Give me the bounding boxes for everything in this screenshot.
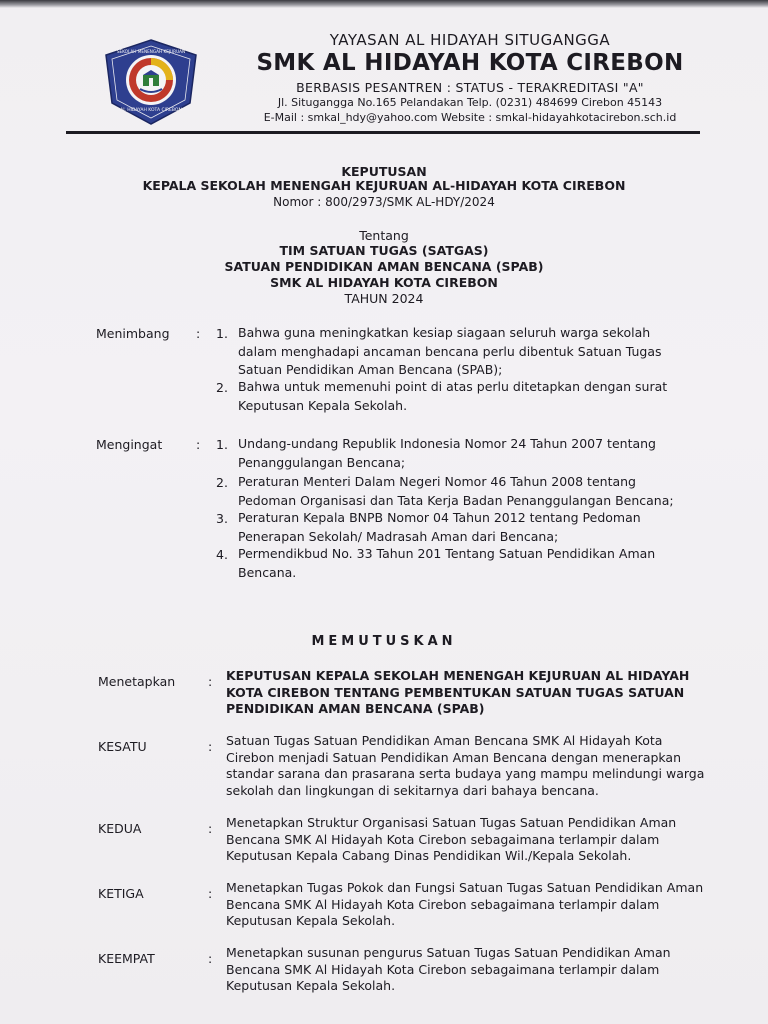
text-line: KEPUTUSAN KEPALA SEKOLAH MENENGAH KEJURUAN AL HIDAYAH (226, 668, 690, 683)
kesatu-colon: : (208, 739, 213, 754)
text-line: sekolah dan lingkungan di sekitarnya dari bahaya bencana. (226, 782, 599, 798)
ketiga-label: KETIGA (98, 886, 144, 901)
school-name: SMK AL HIDAYAH KOTA CIREBON (256, 50, 684, 76)
mengingat-item-3 (238, 509, 641, 546)
mengingat-label: Mengingat (96, 437, 163, 452)
menetapkan-text (226, 668, 726, 718)
doc-subject-label: Tentang (359, 228, 409, 243)
school-contacts: E-Mail : smkal_hdy@yahoo.com Website : smkal-hidayahkotacirebon.sch.id (263, 111, 677, 124)
text-line: Menetapkan Tugas Pokok dan Fungsi Satuan Tugas Satuan Pendidikan Aman (226, 880, 704, 895)
text-line: Penerapan Sekolah/ Madrasah Aman dari Bencana; (238, 528, 559, 544)
menetapkan-colon: : (208, 674, 213, 689)
text-line: Satuan Tugas Satuan Pendidikan Aman Bencana SMK Al Hidayah Kota (226, 733, 663, 748)
keempat-label: KEEMPAT (98, 951, 155, 966)
doc-type: KEPUTUSAN (341, 164, 427, 179)
ketiga-text (226, 880, 726, 930)
menimbang-num-2: 2. (216, 380, 228, 395)
keempat-text (226, 945, 726, 995)
menimbang-label: Menimbang (96, 326, 170, 341)
decision-heading: MEMUTUSKAN (311, 634, 457, 649)
menetapkan-label: Menetapkan (98, 674, 176, 689)
text-line: Peraturan Menteri Dalam Negeri Nomor 46 Tahun 2008 tentang (238, 474, 636, 489)
text-line: PENDIDIKAN AMAN BENCANA (SPAB) (226, 701, 485, 716)
mengingat-num-3: 3. (216, 511, 228, 526)
text-line: Bahwa guna meningkatkan kesiap siagaan seluruh warga sekolah (238, 325, 651, 340)
mengingat-num-4: 4. (216, 547, 228, 562)
kedua-text (226, 815, 726, 865)
mengingat-item-1 (238, 435, 656, 472)
menimbang-colon: : (196, 326, 201, 341)
school-basis: BERBASIS PESANTREN : STATUS - TERAKREDITASI "A" (296, 80, 644, 95)
letterhead-divider (66, 131, 700, 134)
kedua-label: KEDUA (98, 821, 142, 836)
text-line: Bencana SMK Al Hidayah Kota Cirebon sebagaimana terlampir dalam (226, 831, 660, 847)
school-address: Jl. Situgangga No.165 Pelandakan Telp. (0231) 484699 Cirebon 45143 (277, 96, 663, 109)
doc-title-line-1: TIM SATUAN TUGAS (SATGAS) (279, 243, 489, 258)
kesatu-text (226, 733, 726, 799)
svg-text:SEKOLAH MENENGAH KEJURUAN: SEKOLAH MENENGAH KEJURUAN (116, 49, 186, 54)
mengingat-item-2 (238, 473, 674, 510)
mengingat-num-1: 1. (216, 437, 228, 452)
keempat-colon: : (208, 951, 213, 966)
text-line: Bahwa untuk memenuhi point di atas perlu ditetapkan dengan surat (238, 379, 668, 394)
doc-title-line-2: SATUAN PENDIDIKAN AMAN BENCANA (SPAB) (224, 259, 544, 274)
photo-edge-shadow (0, 0, 768, 8)
foundation-name: YAYASAN AL HIDAYAH SITUGANGGA (329, 31, 611, 49)
doc-year: TAHUN 2024 (344, 291, 424, 306)
text-line: KOTA CIREBON TENTANG PEMBENTUKAN SATUAN TUGAS SATUAN (226, 684, 685, 700)
text-line: Undang-undang Republik Indonesia Nomor 24 Tahun 2007 tentang (238, 436, 656, 451)
text-line: Pedoman Organisasi dan Tata Kerja Badan Penanggulangan Bencana; (238, 492, 674, 508)
text-line: Keputusan Kepala Cabang Dinas Pendidikan Wil./Kepala Sekolah. (226, 848, 632, 863)
kesatu-label: KESATU (98, 739, 147, 754)
text-line: Menetapkan Struktur Organisasi Satuan Tugas Satuan Pendidikan Aman (226, 815, 677, 830)
menimbang-item-2 (238, 378, 667, 415)
text-line: standar sarana dan prasarana serta budaya yang mampu melindungi warga (226, 766, 705, 781)
text-line: Keputusan Kepala Sekolah. (238, 397, 408, 413)
text-line: Permendikbud No. 33 Tahun 201 Tentang Satuan Pendidikan Aman (238, 546, 656, 561)
doc-title-line-3: SMK AL HIDAYAH KOTA CIREBON (270, 275, 498, 290)
doc-issuer: KEPALA SEKOLAH MENENGAH KEJURUAN AL-HIDAYAH KOTA CIREBON (142, 178, 626, 193)
mengingat-item-4 (238, 545, 655, 582)
text-line: Peraturan Kepala BNPB Nomor 04 Tahun 2012 tentang Pedoman (238, 510, 641, 525)
doc-number: Nomor : 800/2973/SMK AL-HDY/2024 (273, 195, 495, 209)
mengingat-colon: : (196, 437, 201, 452)
text-line: Bencana SMK Al Hidayah Kota Cirebon sebagaimana terlampir dalam (226, 961, 660, 977)
text-line: Menetapkan susunan pengurus Satuan Tugas Satuan Pendidikan Aman (226, 945, 671, 960)
text-line: Bencana. (238, 564, 297, 580)
kedua-colon: : (208, 821, 213, 836)
menimbang-item-1 (238, 324, 662, 380)
mengingat-num-2: 2. (216, 475, 228, 490)
school-logo (100, 37, 202, 127)
text-line: Keputusan Kepala Sekolah. (226, 913, 396, 928)
svg-text:AL HIDAYAH KOTA CIREBON: AL HIDAYAH KOTA CIREBON (120, 108, 182, 113)
text-line: Cirebon menjadi Satuan Pendidikan Aman Bencana dengan menerapkan (226, 749, 682, 765)
text-line: dalam menghadapi ancaman bencana perlu dibentuk Satuan Tugas (238, 343, 662, 359)
menimbang-num-1: 1. (216, 326, 228, 341)
text-line: Bencana SMK Al Hidayah Kota Cirebon sebagaimana terlampir dalam (226, 896, 660, 912)
ketiga-colon: : (208, 886, 213, 901)
text-line: Keputusan Kepala Sekolah. (226, 978, 396, 993)
text-line: Penanggulangan Bencana; (238, 454, 406, 470)
text-line: Satuan Pendidikan Aman Bencana (SPAB); (238, 362, 503, 377)
